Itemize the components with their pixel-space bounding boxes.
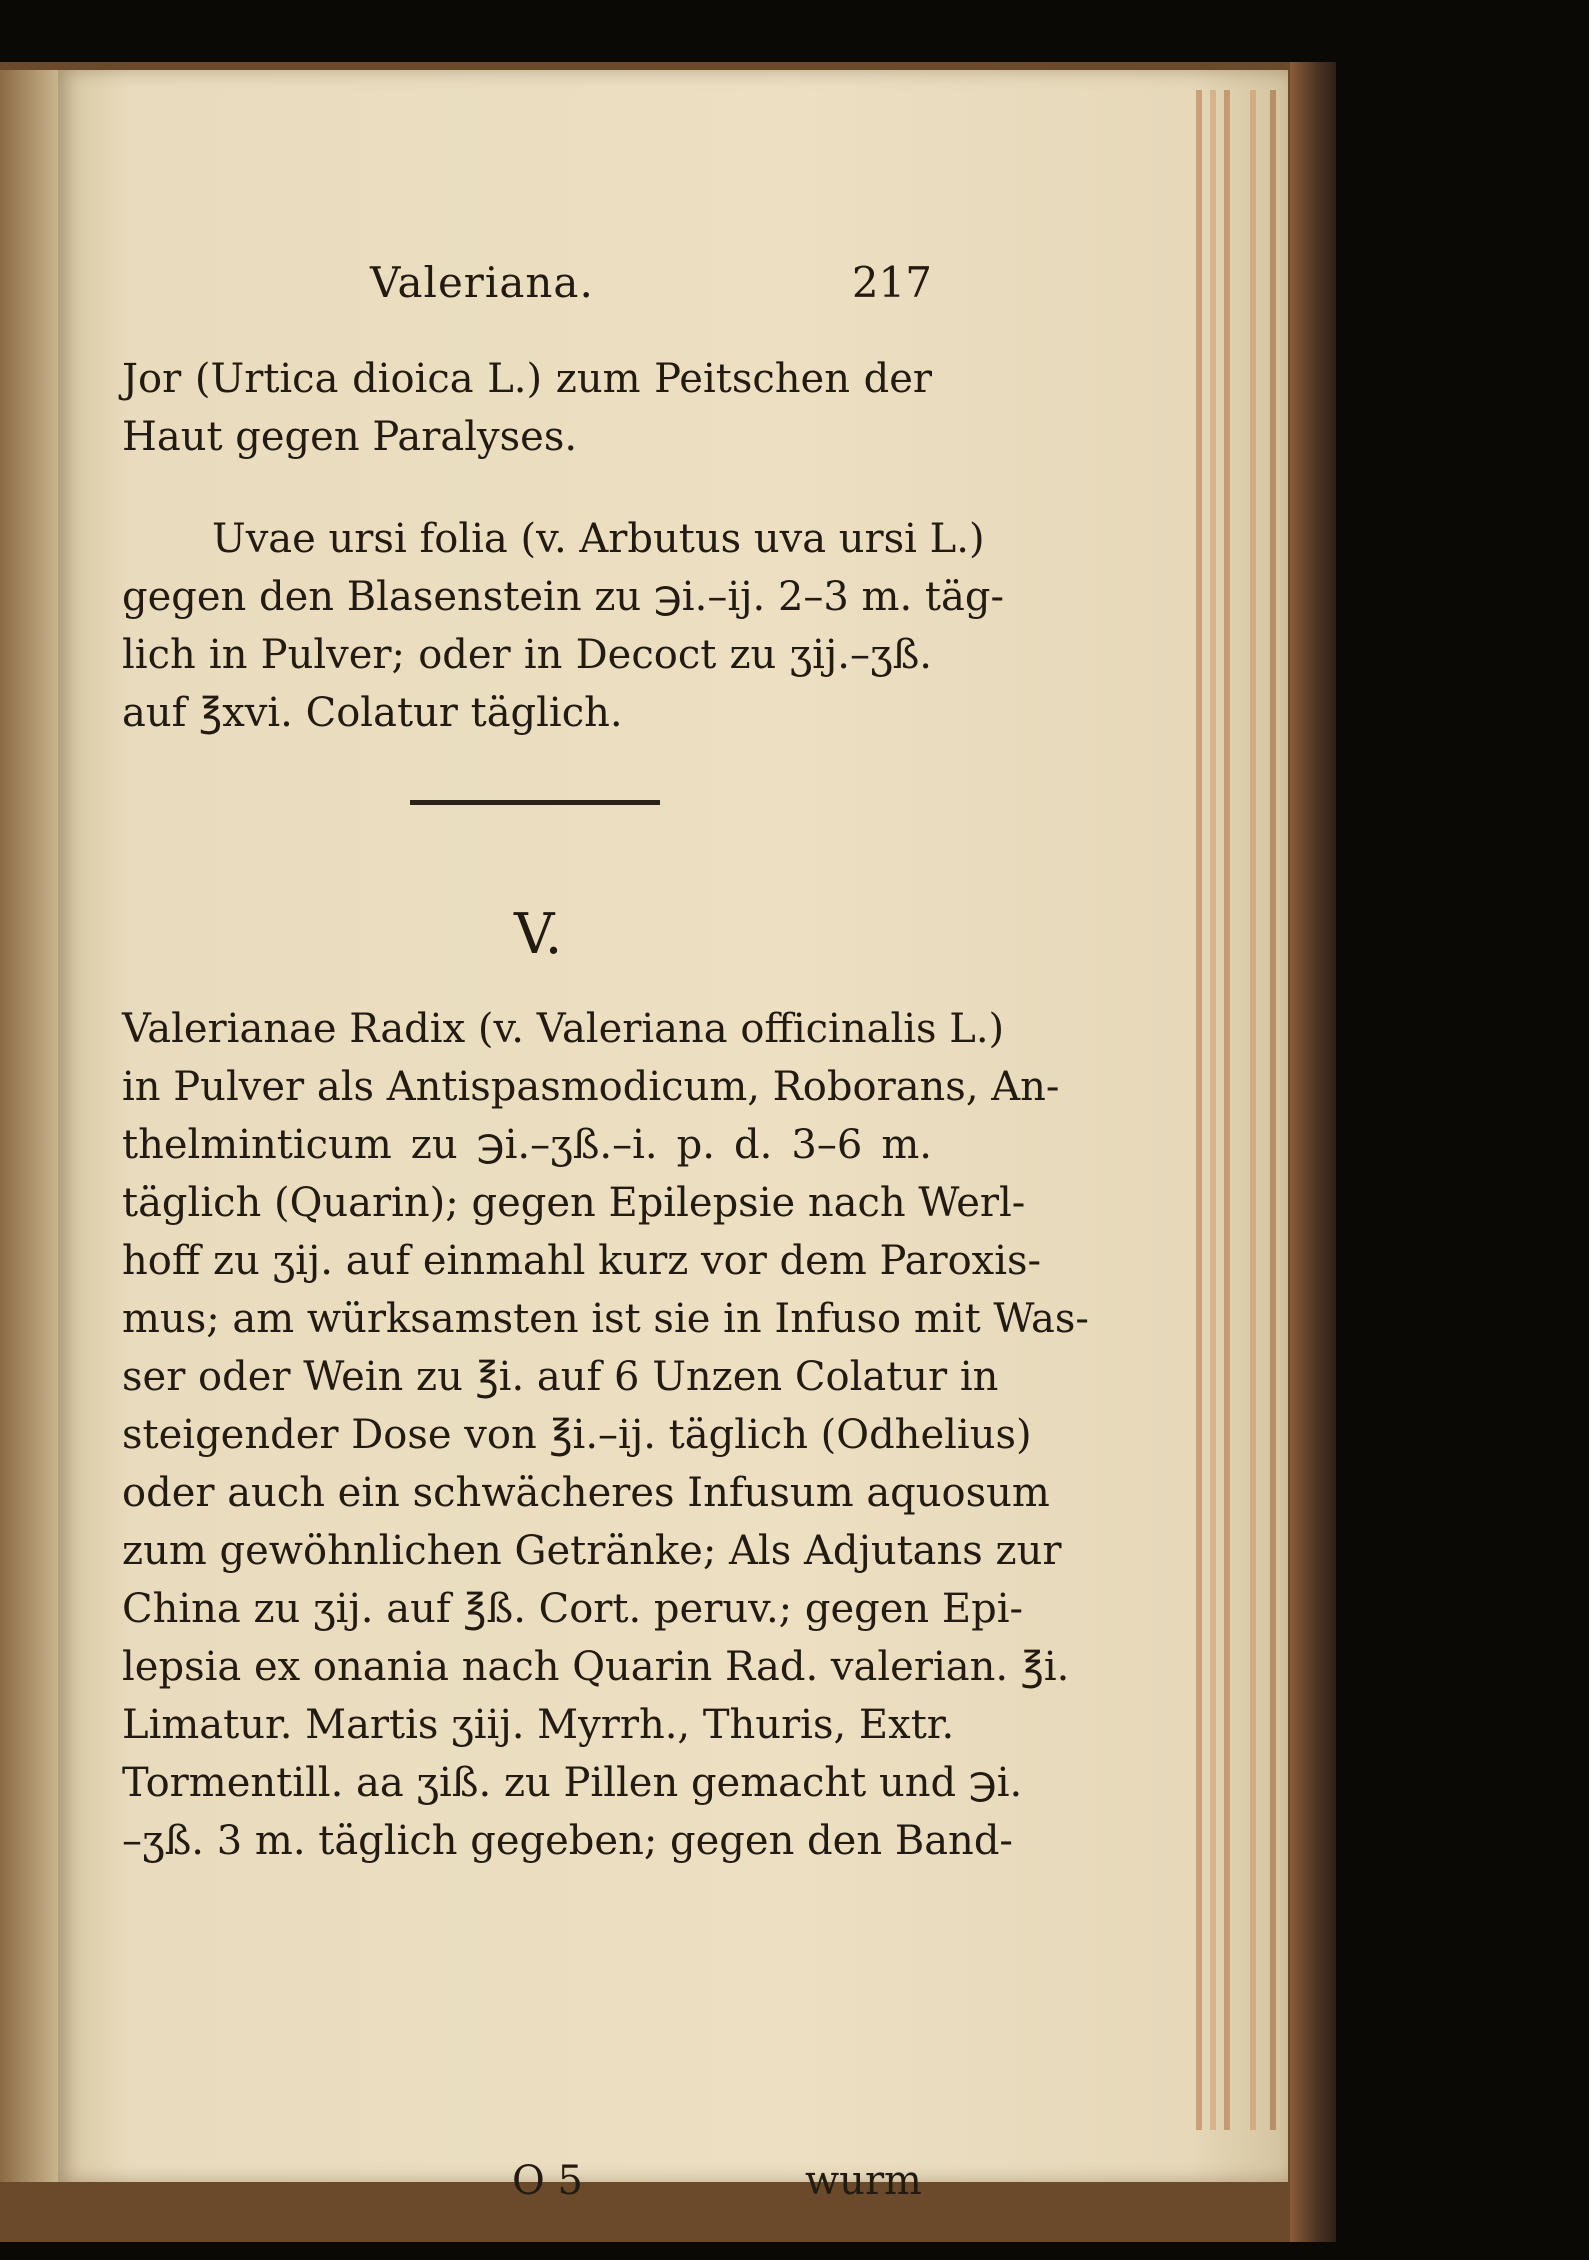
page-edge-4 <box>1250 90 1256 2130</box>
text-line: gegen den Blasenstein zu ℈i.–ij. 2–3 m. täg- <box>122 574 1004 620</box>
paragraph-urtica <box>122 350 932 466</box>
text-line: mus; am würksamsten ist sie in Infuso mit Was- <box>122 1296 1089 1342</box>
text-line: Uvae ursi folia (v. Arbutus uva ursi L.) <box>212 516 985 562</box>
text-line: lepsia ex onania nach Quarin Rad. valerian. ℥i. <box>122 1644 1070 1690</box>
section-letter: V. <box>514 902 563 967</box>
page-edge-2 <box>1210 90 1216 2130</box>
text-line: oder auch ein schwächeres Infusum aquosum <box>122 1470 1050 1516</box>
text-line: auf ℥xvi. Colatur täglich. <box>122 690 623 736</box>
page-edge-5 <box>1270 90 1276 2130</box>
paragraph-valeriana <box>122 1000 1089 1870</box>
text-line: Tormentill. aa ʒiß. zu Pillen gemacht und ℈i. <box>122 1760 1023 1806</box>
page-footer <box>122 2158 932 2218</box>
paragraph-uvae-ursi <box>122 510 1004 742</box>
text-line: Limatur. Martis ʒiij. Myrrh., Thuris, Extr. <box>122 1702 955 1748</box>
text-line: Haut gegen Paralyses. <box>122 414 578 460</box>
page-number: 217 <box>851 258 932 307</box>
text-line: zum gewöhnlichen Getränke; Als Adjutans zur <box>122 1528 1062 1574</box>
running-title: Valeriana. <box>370 258 594 307</box>
left-page-edge <box>0 70 58 2182</box>
cover-edge <box>1290 62 1336 2242</box>
text-line: täglich (Quarin); gegen Epilepsie nach Werl- <box>122 1180 1026 1226</box>
text-line: thelminticum zu ℈i.–ʒß.–i. p. d. 3–6 m. <box>122 1122 932 1168</box>
text-line: hoff zu ʒij. auf einmahl kurz vor dem Paroxis- <box>122 1238 1042 1284</box>
text-line: –ʒß. 3 m. täglich gegeben; gegen den Band- <box>122 1818 1013 1864</box>
text-line: Valerianae Radix (v. Valeriana officinalis L.) <box>122 1006 1005 1052</box>
page-edge-3 <box>1224 90 1230 2130</box>
catchword: wurm <box>804 2158 922 2204</box>
text-line: Jor (Urtica dioica L.) zum Peitschen der <box>122 356 932 402</box>
page-edge-1 <box>1196 90 1202 2130</box>
section-rule <box>410 800 660 805</box>
text-line: lich in Pulver; oder in Decoct zu ʒij.–ʒß. <box>122 632 932 678</box>
text-line: China zu ʒij. auf ℥ß. Cort. peruv.; gegen Epi- <box>122 1586 1023 1632</box>
text-line: in Pulver als Antispasmodicum, Roborans, An- <box>122 1064 1060 1110</box>
text-line: steigender Dose von ℥i.–ij. täglich (Odhelius) <box>122 1412 1032 1458</box>
text-line: ser oder Wein zu ℥i. auf 6 Unzen Colatur in <box>122 1354 999 1400</box>
running-header <box>122 258 932 318</box>
signature-mark: O 5 <box>512 2158 583 2204</box>
